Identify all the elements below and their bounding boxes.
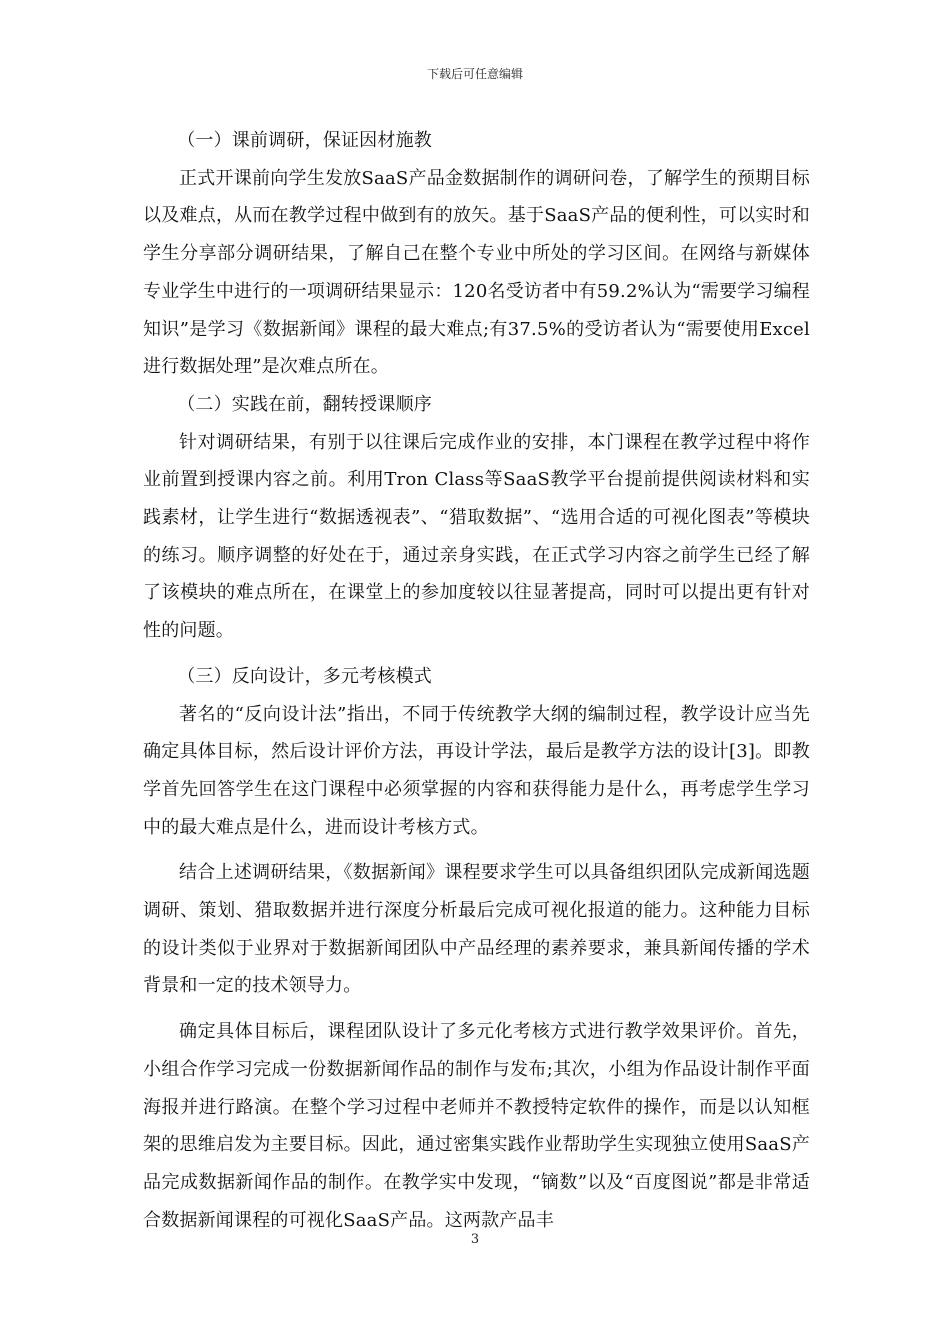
section-3-paragraph-2: 结合上述调研结果，《数据新闻》课程要求学生可以具备组织团队完成新闻选题调研、策划、猎取数据并进行深度分析最后完成可视化报道的能力。这种能力目标的设计类似于业界对于数据新闻团队中产品经理的素养要求，兼具新闻传播的学术背景和一定的技术领导力。 [143, 862, 810, 997]
section-2-paragraph-1: 针对调研结果，有别于以往课后完成作业的安排，本门课程在教学过程中将作业前置到授课内容之前。利用Tron Class等SaaS教学平台提前提供阅读材料和实践素材，让学生进行“数据透视表”、“猎取数据”、“选用合适的可视化图表”等模块的练习。顺序调整的好处在于，通过亲身实践，在正式学习内容之前学生已经了解了该模块的难点所在，在课堂上的参加度较以往显著提高，同时可以提出更有针对性的问题。 [143, 431, 810, 642]
section-3-paragraph-3: 确定具体目标后，课程团队设计了多元化考核方式进行教学效果评价。首先，小组合作学习完成一份数据新闻作品的制作与发布;其次，小组为作品设计制作平面海报并进行路演。在整个学习过程中老师并不教授特定软件的操作，而是以认知框架的思维启发为主要目标。因此，通过密集实践作业帮助学生实现独立使用SaaS产品完成数据新闻作品的制作。在教学实中发现，“镝数”以及“百度图说”都是非常适合数据新闻课程的可视化SaaS产品。这两款产品丰 [143, 1021, 810, 1231]
section-heading-2: （二）实践在前，翻转授课顺序 [177, 393, 432, 415]
section-1-paragraph-1: 正式开课前向学生发放SaaS产品金数据制作的调研问卷，了解学生的预期目标以及难点，从而在教学过程中做到有的放矢。基于SaaS产品的便利性，可以实时和学生分享部分调研结果，了解自己在整个专业中所处的学习区间。在网络与新媒体专业学生中进行的一项调研结果显示：120名受访者中有59.2%认为“需要学习编程知识”是学习《数据新闻》课程的最大难点;有37.5%的受访者认为“需要使用Excel进行数据处理”是次难点所在。 [143, 167, 810, 378]
page-number: 3 [470, 1232, 480, 1247]
section-heading-3: （三）反向设计，多元考核模式 [177, 665, 432, 687]
section-heading-1: （一）课前调研，保证因材施教 [177, 130, 432, 151]
page-header: 下载后可任意编辑 [426, 67, 523, 81]
section-3-paragraph-1: 著名的“反向设计法”指出，不同于传统教学大纲的编制过程，教学设计应当先确定具体目标，然后设计评价方法，再设计学法，最后是教学方法的设计[3]。即教学首先回答学生在这门课程中必须掌握的内容和获得能力是什么，再考虑学生学习中的最大难点是什么，进而设计考核方式。 [143, 703, 810, 838]
document-body [143, 122, 810, 1239]
